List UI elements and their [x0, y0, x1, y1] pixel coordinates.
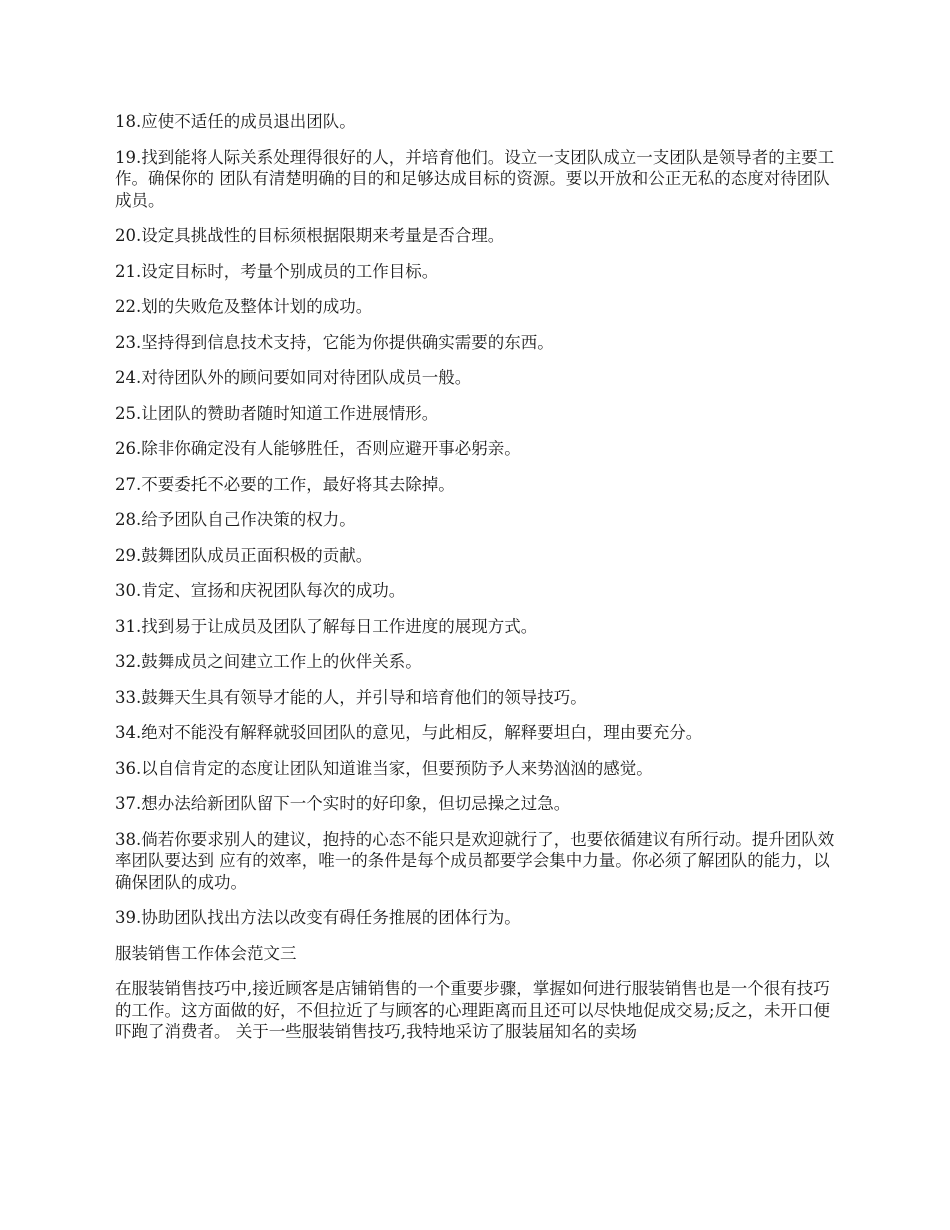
- paragraph-item-31: 31.找到易于让成员及团队了解每日工作进度的展现方式。: [115, 616, 538, 636]
- paragraph-item-22: 22.划的失败危及整体计划的成功。: [115, 297, 373, 316]
- paragraph-item-28: 28.给予团队自己作决策的权力。: [115, 510, 356, 529]
- paragraph-item-27: 27.不要委托不必要的工作，最好将其去除掉。: [115, 474, 455, 494]
- body-paragraph: 在服装销售技巧中,接近顾客是店铺销售的一个重要步骤，掌握如何进行服装销售也是一个很有技巧的工作。这方面做的好，不但拉近了与顾客的心理距离而且还可以尽快地促成交易;反之，未开口便吓跑了消费者。 关于一些服装销售技巧,我特地采访了服装届知名的卖场: [115, 979, 831, 1041]
- section-heading: 服装销售工作体会范文三: [115, 943, 297, 963]
- paragraph-item-34: 34.绝对不能没有解释就驳回团队的意见，与此相反，解释要坦白，理由要充分。: [115, 723, 703, 742]
- paragraph-item-19: 19.找到能将人际关系处理得很好的人，并培育他们。设立一支团队成立一支团队是领导者的主要工作。确保你的 团队有清楚明确的目的和足够达成目标的资源。要以开放和公正无私的态度对待团队成员。: [115, 147, 835, 210]
- paragraph-item-21: 21.设定目标时，考量个别成员的工作目标。: [115, 261, 439, 281]
- paragraph-item-18: 18.应使不适任的成员退出团队。: [115, 112, 356, 131]
- paragraph-item-39: 39.协助团队找出方法以改变有碍任务推展的团体行为。: [115, 908, 521, 927]
- paragraph-item-24: 24.对待团队外的顾问要如同对待团队成员一般。: [115, 368, 472, 387]
- paragraph-item-38: 38.倘若你要求别人的建议，抱持的心态不能只是欢迎就行了，也要依循建议有所行动。提升团队效率团队要达到 应有的效率，唯一的条件是每个成员都要学会集中力量。你必须了解团队的能力，以确保团队的成功。: [115, 829, 835, 892]
- paragraph-item-29: 29.鼓舞团队成员正面积极的贡献。: [115, 545, 373, 565]
- paragraph-item-26: 26.除非你确定没有人能够胜任，否则应避开事必躬亲。: [115, 439, 521, 458]
- paragraph-item-20: 20.设定具挑战性的目标须根据限期来考量是否合理。: [115, 226, 505, 245]
- paragraph-item-32: 32.鼓舞成员之间建立工作上的伙伴关系。: [115, 652, 422, 671]
- paragraph-item-36: 36.以自信肯定的态度让团队知道谁当家，但要预防予人来势汹汹的感觉。: [115, 758, 653, 778]
- paragraph-item-30: 30.肯定、宣扬和庆祝团队每次的成功。: [115, 581, 406, 600]
- paragraph-item-37: 37.想办法给新团队留下一个实时的好印象，但切忌操之过急。: [115, 794, 571, 813]
- paragraph-item-33: 33.鼓舞天生具有领导才能的人，并引导和培育他们的领导技巧。: [115, 687, 587, 707]
- document-body: [115, 111, 840, 1057]
- paragraph-item-25: 25.让团队的赞助者随时知道工作进展情形。: [115, 403, 439, 423]
- paragraph-item-23: 23.坚持得到信息技术支持，它能为你提供确实需要的东西。: [115, 332, 554, 352]
